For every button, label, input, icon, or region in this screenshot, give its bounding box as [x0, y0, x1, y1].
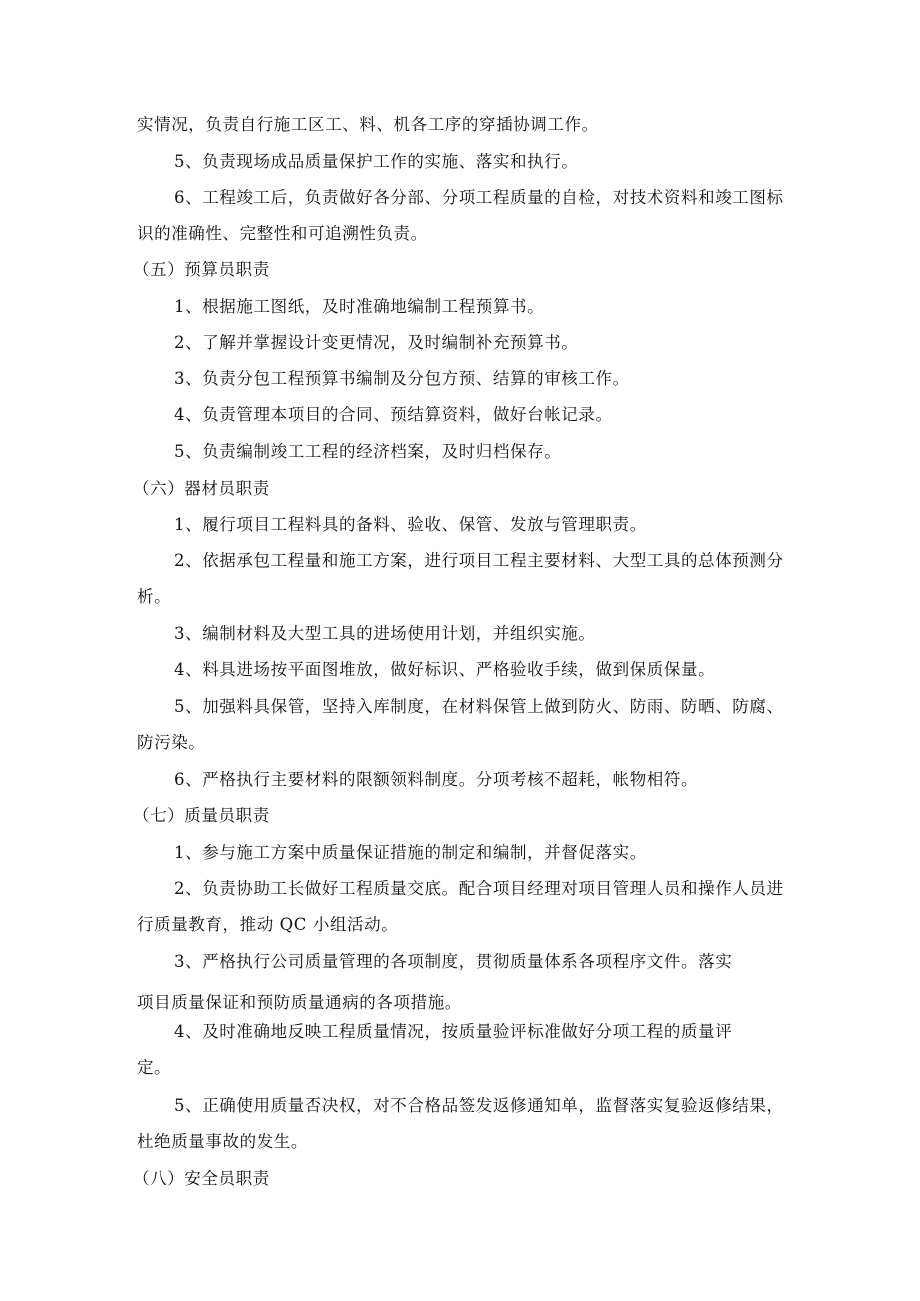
paragraph-line: 行质量教育，推动 QC 小组活动。 [137, 915, 399, 934]
paragraph-line: 识的准确性、完整性和可追溯性负责。 [137, 224, 428, 243]
paragraph-line: 6、工程竣工后，负责做好各分部、分项工程质量的自检，对技术资料和竣工图标 [174, 188, 784, 207]
paragraph-line: 3、编制材料及大型工具的进场使用计划，并组织实施。 [174, 624, 596, 643]
paragraph-line: 4、及时准确地反映工程质量情况，按质量验评标准做好分项工程的质量评 [174, 1022, 733, 1041]
section-heading: （六）器材员职责 [133, 479, 270, 498]
paragraph-line: 杜绝质量事故的发生。 [137, 1132, 308, 1151]
paragraph-line: 实情况，负责自行施工区工、料、机各工序的穿插协调工作。 [137, 115, 599, 134]
section-heading: （七）质量员职责 [133, 806, 270, 825]
paragraph-line: 2、负责协助工长做好工程质量交底。配合项目经理对项目管理人员和操作人员进 [174, 879, 784, 898]
section-heading: （八）安全员职责 [133, 1169, 270, 1188]
paragraph-line: 项目质量保证和预防质量通病的各项措施。 [137, 993, 462, 1012]
paragraph-line: 2、了解并掌握设计变更情况，及时编制补充预算书。 [174, 333, 579, 352]
paragraph-line: 4、负责管理本项目的合同、预结算资料，做好台帐记录。 [174, 405, 613, 424]
paragraph-line: 1、履行项目工程料具的备料、验收、保管、发放与管理职责。 [174, 515, 647, 534]
paragraph-line: 1、参与施工方案中质量保证措施的制定和编制，并督促落实。 [174, 843, 647, 862]
paragraph-line: 2、依据承包工程量和施工方案，进行项目工程主要材料、大型工具的总体预测分 [174, 551, 784, 570]
paragraph-line: 4、料具进场按平面图堆放，做好标识、严格验收手续，做到保质保量。 [174, 660, 716, 679]
paragraph-line: 3、严格执行公司质量管理的各项制度，贯彻质量体系各项程序文件。落实 [174, 952, 733, 971]
paragraph-line: 析。 [137, 587, 172, 606]
paragraph-line: 1、根据施工图纸，及时准确地编制工程预算书。 [174, 297, 545, 316]
paragraph-line: 6、严格执行主要材料的限额领料制度。分项考核不超耗，帐物相符。 [174, 770, 699, 789]
paragraph-line: 5、加强料具保管，坚持入库制度，在材料保管上做到防火、防雨、防晒、防腐、 [174, 697, 784, 716]
paragraph-line: 3、负责分包工程预算书编制及分包方预、结算的审核工作。 [174, 369, 630, 388]
paragraph-line: 5、负责现场成品质量保护工作的实施、落实和执行。 [174, 152, 579, 171]
paragraph-line: 防污染。 [137, 733, 206, 752]
paragraph-line: 定。 [137, 1058, 172, 1077]
paragraph-line: 5、负责编制竣工工程的经济档案，及时归档保存。 [174, 442, 562, 461]
paragraph-line: 5、正确使用质量否决权，对不合格品签发返修通知单，监督落实复验返修结果， [174, 1096, 784, 1115]
section-heading: （五）预算员职责 [133, 260, 270, 279]
